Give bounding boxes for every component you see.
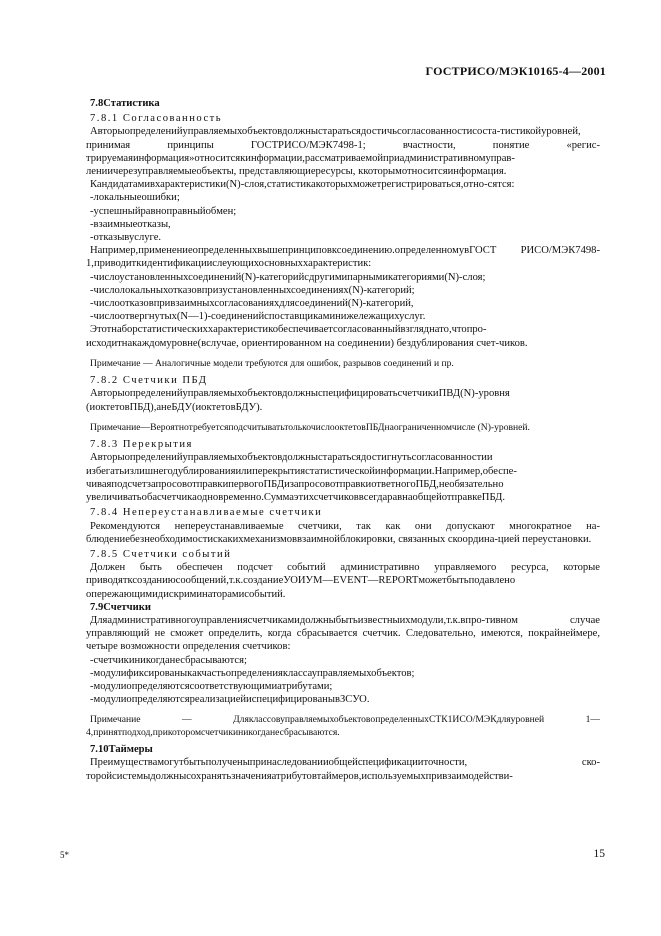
paragraph: Рекомендуются непереустанавливаемые счетчики, так как они допускают многократное на-блюдениебезнеобходимостискакихмеханизмоввзаимнойблокировки, связанных скоордина-цией переустановки. xyxy=(86,520,600,545)
list-item: -числоотвергнутых(N—1)-соединенийспоставщикаминижележащихуслуг. xyxy=(90,311,426,323)
section-7-10-heading: 7.10Таймеры xyxy=(90,744,153,756)
paragraph: Авторыопределенийуправляемыхобъектовдолжныстаратьсядостичьсогласованностисоста-тистикойуровней, принимая принципы ГОСТРИСО/МЭК7498-1; вчастности, понятие «регис-трируемаяинформация»относитсякинформации,рассматриваемойприадминистративномуправ-лениичерезуправляемыеобъекты, представляющиересурсы, ккоторымотноситсяинформация. xyxy=(86,126,600,178)
page-number: 15 xyxy=(593,848,605,860)
paragraph: Должен быть обеспечен подсчет событий административно управляемого ресурса, которые приводятксозданиюсообщений,т.к.созданиеУОИУМ—EVENT—REPORTможетбытьподавлено опережающимидискриминаторамисобытий. xyxy=(86,562,600,600)
list-item: -модулиопределяютсясоответствующимиатрибутами; xyxy=(90,680,333,692)
list-item: -счетчикиникогданесбрасываются; xyxy=(90,654,247,666)
note: Примечание — Аналогичные модели требуются для ошибок, разрывов соединений и пр. xyxy=(90,357,454,369)
section-7-8-4-title: 7.8.4 Непереустанавливаемые счетчики xyxy=(90,507,323,519)
page-body xyxy=(86,97,600,783)
section-7-9-heading: 7.9Счетчики xyxy=(90,601,151,613)
paragraph: Преимуществамогутбытьполученыпринаследованииобщейспецификацииточности, ско-торойсистемыдолжнысохранятьзначенияатрибутовтаймеров,используемыхпривзаимодействи- xyxy=(86,757,600,782)
paragraph: Кандидатамивхарактеристики(N)-слоя,статистикакоторыхможетрегистрироваться,отно-сятся: xyxy=(90,179,515,191)
list-item: -модулификсированыкакчастьопределенияклассауправляемыхобъектов; xyxy=(90,667,415,679)
paragraph: Авторыопределенийуправляемыхобъектовдолжныстаратьсядостигнутьсогласованностии избегатьизлишнегодублированияилиперекрытиястатистическойинформации.Например,обеспе-чиваяподсчетзапросовотправкипервогоПБДизапросовотправкиответногоПБД,необязательно увеличиватьобасчетчикаодновременно.СуммаэтихсчетчиковвсегдаравнаобщейотправкеПБД. xyxy=(86,452,517,504)
section-7-8-5-title: 7.8.5 Счетчики событий xyxy=(90,548,232,560)
list-item: -успешныйравноправныйобмен; xyxy=(90,205,237,217)
list-item: -локальныеошибки; xyxy=(90,192,180,204)
standard-designation-header: ГОСТРИСО/МЭК10165-4—2001 xyxy=(425,64,606,78)
note: Примечание—ВероятнотребуетсяподсчитыватьтолькочислооктетовПБДнаограниченномчисле (N)-уровней. xyxy=(90,421,530,433)
list-item: -числоотказовпривзаимныхсогласованияхдлясоединений(N)-категорий, xyxy=(90,298,414,310)
section-7-8-3-title: 7.8.3 Перекрытия xyxy=(90,439,193,451)
section-7-8-2-title: 7.8.2 Счетчики ПБД xyxy=(90,375,208,387)
paragraph: Этотнаборстатистическиххарактеристикобеспечиваетсогласованныйвзгляднато,чтопро-исходитнакаждомуровне(вслучае, ориентированном на соединении) бездублирования счет-чиков. xyxy=(86,324,528,349)
section-7-8-1-title: 7.8.1 Согласованность xyxy=(90,113,223,125)
paragraph: Например,применениеопределенныхвышепринциповксоединению.определенномувГОСТ РИСО/МЭК7498-1,приводиткидентификациислеующихосновныххарактеристик: xyxy=(86,245,600,270)
list-item: -модулиопределяютсяреализациейиспецифицированывЗСУО. xyxy=(90,694,370,706)
signature-mark: 5* xyxy=(60,850,69,860)
list-item: -числолокальныхотказовпризустановленныхсоединениях(N)-категорий; xyxy=(90,284,415,296)
list-item: -числоустановленныхсоединений(N)-категорийсдругимипарнымикатегориями(N)-слоя; xyxy=(90,271,486,283)
list-item: -взаимныеотказы, xyxy=(90,218,171,230)
list-item: -отказывуслуге. xyxy=(90,232,162,244)
paragraph: АвторыопределенийуправляемыхобъектовдолжныспецифицироватьсчетчикиПВД(N)-уровня (иоктетовПБД),анеБДУ(иоктетовБДУ). xyxy=(86,388,510,413)
section-7-8-heading: 7.8Статистика xyxy=(90,98,160,109)
note: Примечание — ДляклассовуправляемыхобъектовопределенныхСТК1ИСО/МЭКдляуровней 1—4,принятподход,прикоторомсчетчикиникогданесбрасываются. xyxy=(86,714,600,738)
paragraph: Дляадминистративногоуправлениясчетчикамидолжныбытьизвестныихмодули,т.к.впро-тивном случае управляющий не сможет определить, когда сбрасывается счетчик. Следовательно, имеются, покрайнеймере, четыре возможности определения счетчиков: xyxy=(86,614,600,653)
